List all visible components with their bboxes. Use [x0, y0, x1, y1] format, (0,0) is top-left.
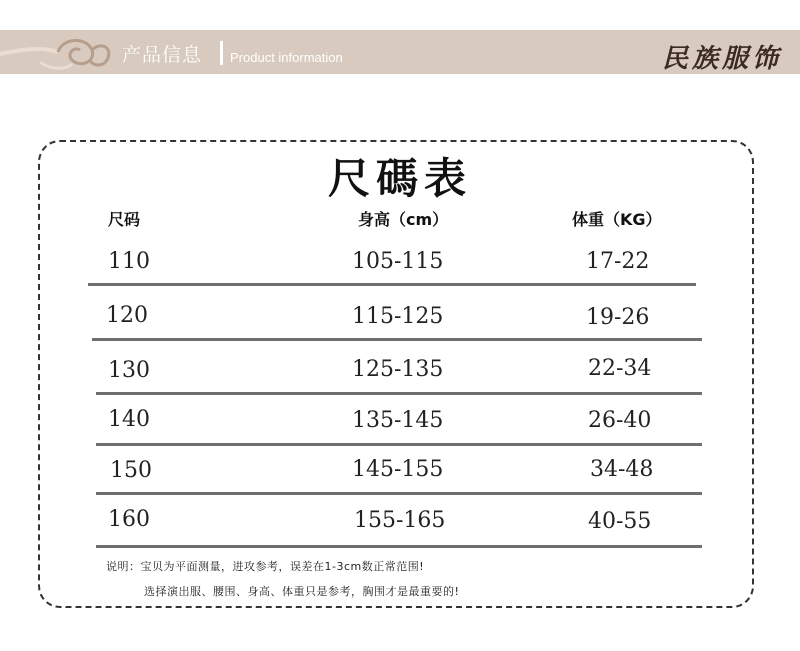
- table-cell-weight: 26-40: [588, 408, 652, 433]
- table-cell-size: 150: [110, 458, 152, 483]
- row-divider: [92, 338, 702, 341]
- table-cell-height: 135-145: [352, 408, 444, 433]
- column-header-weight: 体重（KG）: [572, 210, 662, 229]
- cloud-ornament-icon: [0, 24, 120, 80]
- table-cell-weight: 22-34: [588, 356, 652, 381]
- column-header-size: 尺码: [108, 210, 141, 229]
- brand-logo-text: 民族服饰: [661, 44, 782, 74]
- row-divider: [96, 392, 702, 395]
- row-divider: [96, 443, 702, 446]
- table-cell-height: 115-125: [352, 304, 444, 329]
- row-divider: [96, 492, 702, 495]
- banner-divider: [220, 41, 223, 65]
- table-cell-weight: 34-48: [590, 457, 654, 482]
- table-cell-weight: 19-26: [586, 305, 650, 330]
- size-chart-title: 尺碼表: [327, 154, 472, 203]
- banner-title: 产品信息: [122, 44, 203, 66]
- table-cell-height: 105-115: [352, 249, 444, 274]
- note-bust-importance: 选择演出服、腰围、身高、体重只是参考，胸围才是最重要的!: [144, 585, 460, 598]
- table-cell-size: 120: [106, 303, 148, 328]
- column-header-height: 身高（cm）: [358, 210, 449, 229]
- table-cell-weight: 40-55: [588, 509, 652, 534]
- table-cell-height: 125-135: [352, 357, 444, 382]
- table-cell-size: 140: [108, 407, 150, 432]
- table-cell-size: 130: [108, 358, 150, 383]
- row-divider: [96, 545, 702, 548]
- table-cell-size: 160: [108, 507, 150, 532]
- table-cell-weight: 17-22: [586, 249, 650, 274]
- row-divider: [88, 283, 696, 286]
- table-cell-size: 110: [108, 249, 150, 274]
- table-cell-height: 155-165: [354, 508, 446, 533]
- note-measurement: 说明：宝贝为平面测量，进攻参考，误差在1-3cm数正常范围!: [106, 560, 425, 573]
- banner-subtitle: Product information: [230, 50, 343, 65]
- table-cell-height: 145-155: [352, 457, 444, 482]
